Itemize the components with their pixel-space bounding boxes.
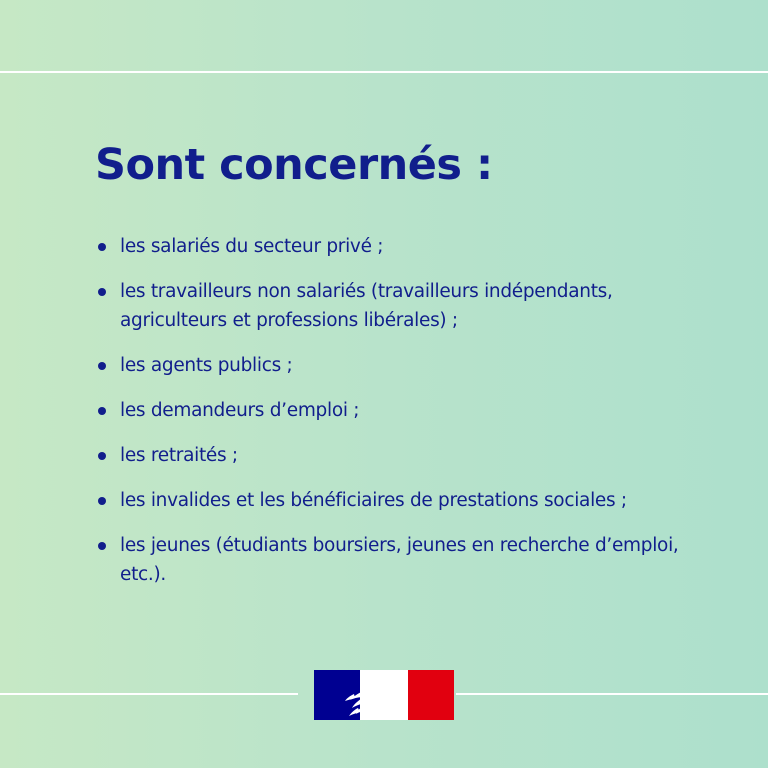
bullet-icon xyxy=(98,407,106,415)
top-divider xyxy=(0,71,768,73)
list-item xyxy=(96,486,716,515)
bottom-divider-left xyxy=(0,693,298,695)
concerned-list xyxy=(96,232,716,605)
list-item xyxy=(96,232,716,261)
bullet-icon xyxy=(98,243,106,251)
bullet-icon xyxy=(98,452,106,460)
marianne-flag-logo-icon xyxy=(314,670,454,720)
list-item-text: les agents publics ; xyxy=(120,355,293,376)
list-item-text: les invalides et les bénéficiaires de prestations sociales ; xyxy=(120,490,627,511)
list-item xyxy=(96,351,716,380)
list-item xyxy=(96,531,716,589)
list-item-text: les jeunes (étudiants boursiers, jeunes en recherche d’emploi, etc.). xyxy=(120,535,679,585)
list-item-text: les travailleurs non salariés (travailleurs indépendants, agriculteurs et professions libérales) ; xyxy=(120,281,613,331)
list-item xyxy=(96,396,716,425)
list-item-text: les retraités ; xyxy=(120,445,238,466)
bottom-divider-right xyxy=(456,693,768,695)
bullet-icon xyxy=(98,362,106,370)
bullet-icon xyxy=(98,497,106,505)
list-item xyxy=(96,441,716,470)
page-title: Sont concernés : xyxy=(95,140,493,190)
list-item xyxy=(96,277,716,335)
list-item-text: les demandeurs d’emploi ; xyxy=(120,400,360,421)
list-item-text: les salariés du secteur privé ; xyxy=(120,236,384,257)
bullet-icon xyxy=(98,288,106,296)
bullet-icon xyxy=(98,542,106,550)
